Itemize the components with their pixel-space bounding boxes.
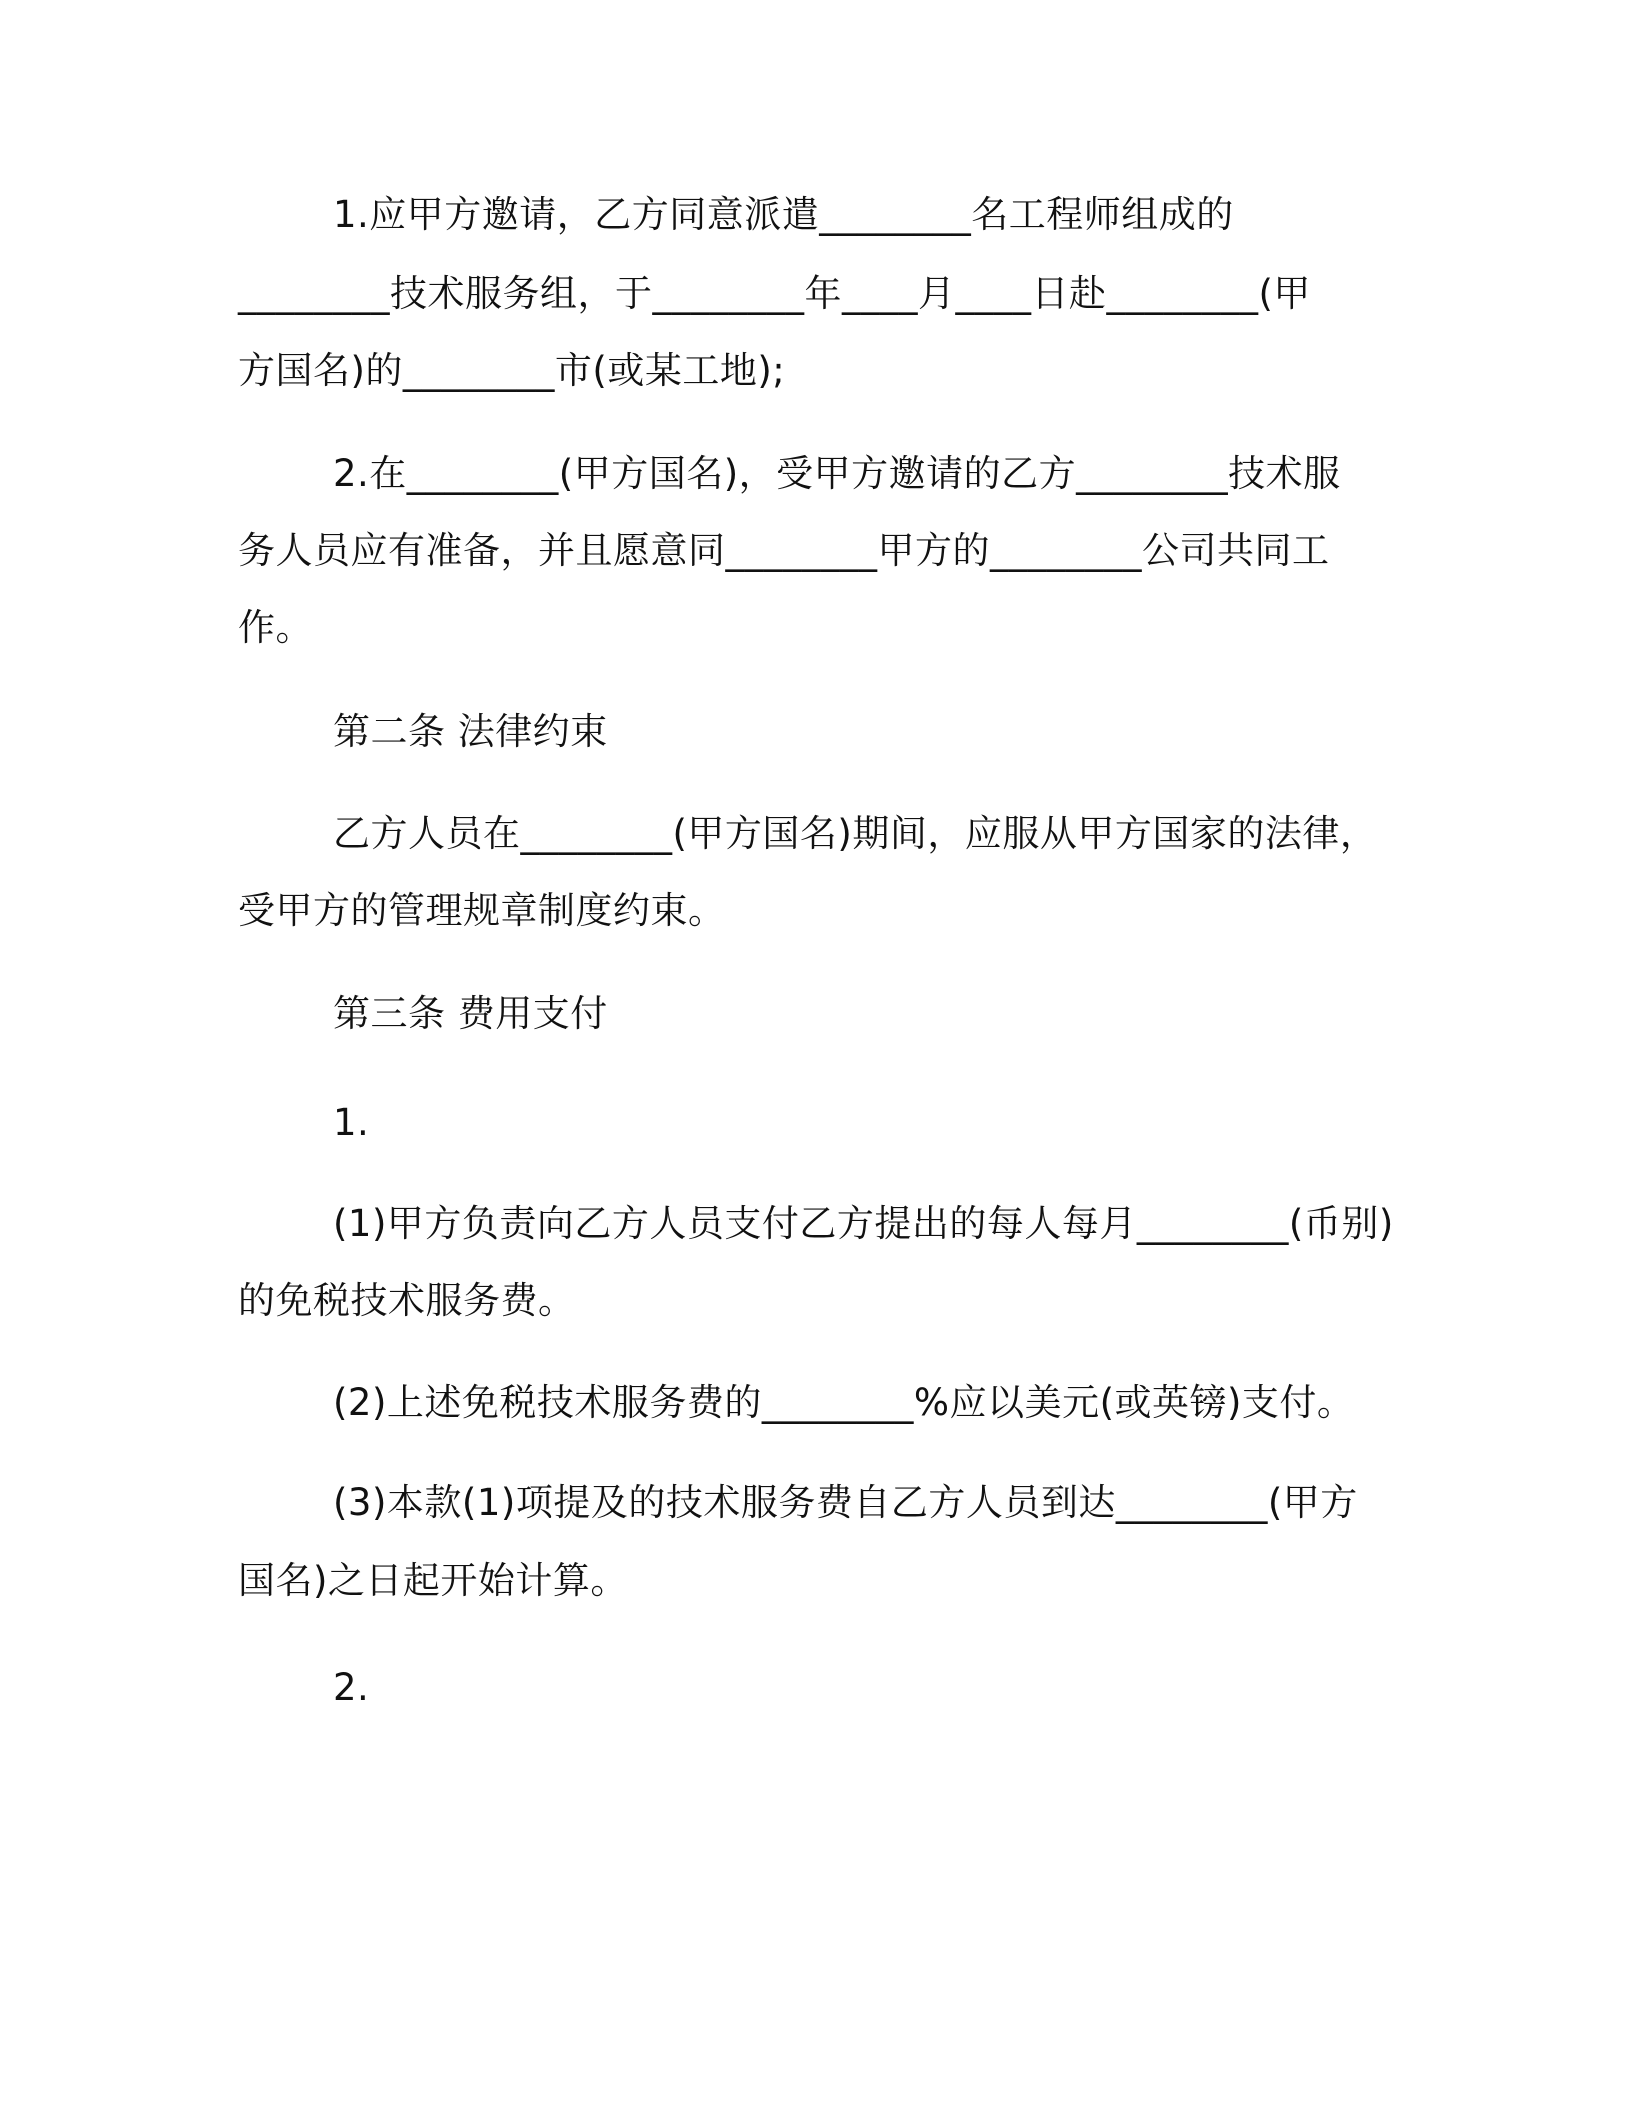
paragraph-1-line-2: ________技术服务组，于________年____月____日赴________(甲 [238,272,1311,315]
subitem-1-line-2: 的免税技术服务费。 [238,1279,576,1322]
subitem-3-line-2: 国名)之日起开始计算。 [238,1559,628,1602]
article-2-heading: 第二条 法律约束 [333,710,608,753]
subitem-3-line-1: (3)本款(1)项提及的技术服务费自乙方人员到达________(甲方 [333,1481,1358,1524]
paragraph-2-line-3: 作。 [238,606,313,649]
paragraph-2-line-2: 务人员应有准备，并且愿意同________甲方的________公司共同工 [238,529,1330,572]
paragraph-1-line-1: 1.应甲方邀请，乙方同意派遣________名工程师组成的 [333,193,1234,236]
paragraph-1-line-3: 方国名)的________市(或某工地); [238,349,786,392]
item-number-2: 2. [333,1666,370,1709]
article-3-heading: 第三条 费用支付 [333,992,608,1035]
item-number-1: 1. [333,1101,370,1144]
paragraph-2-line-1: 2.在________(甲方国名)，受甲方邀请的乙方________技术服 [333,452,1341,495]
paragraph-3-line-1: 乙方人员在________(甲方国名)期间，应服从甲方国家的法律， [333,812,1378,855]
subitem-1-line-1: (1)甲方负责向乙方人员支付乙方提出的每人每月________(币别) [333,1202,1394,1245]
subitem-2-line-1: (2)上述免税技术服务费的________%应以美元(或英镑)支付。 [333,1381,1355,1424]
paragraph-3-line-2: 受甲方的管理规章制度约束。 [238,889,726,932]
